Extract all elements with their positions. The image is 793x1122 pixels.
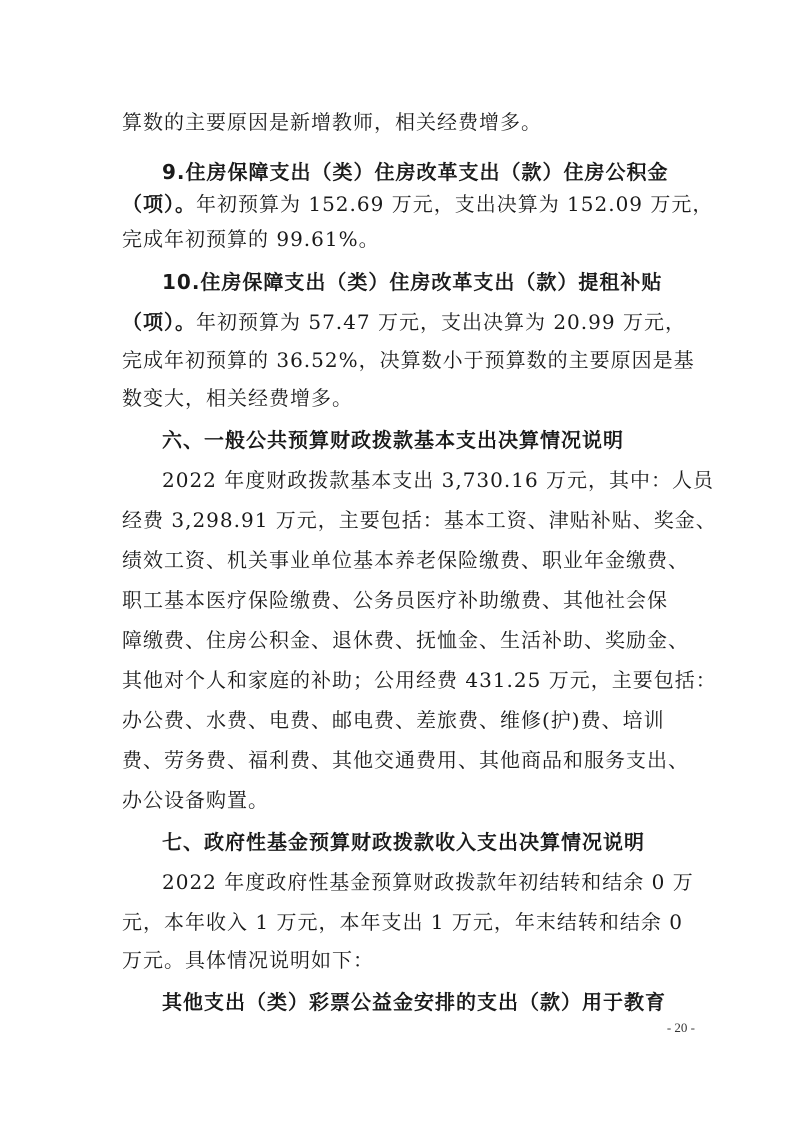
body-text: 年初预算为 152.69 万元，支出决算为 152.09 万元， xyxy=(196,192,714,216)
body-line: 数变大，相关经费增多。 xyxy=(122,386,353,410)
section-heading: 其他支出（类）彩票公益金安排的支出（款）用于教育 xyxy=(162,990,666,1014)
body-line: 经费 3,298.91 万元，主要包括：基本工资、津贴补贴、奖金、 xyxy=(122,508,717,532)
section-heading: 六、一般公共预算财政拨款基本支出决算情况说明 xyxy=(162,428,624,452)
body-line: 职工基本医疗保险缴费、公务员医疗补助缴费、其他社会保 xyxy=(122,588,668,612)
heading-suffix: （项）。 xyxy=(122,192,196,216)
body-line xyxy=(122,308,686,336)
body-line: 2022 年度政府性基金预算财政拨款年初结转和结余 0 万 xyxy=(162,870,694,894)
body-line: 算数的主要原因是新增教师，相关经费增多。 xyxy=(122,110,542,134)
body-line: 完成年初预算的 99.61%。 xyxy=(122,227,380,251)
body-line: 办公费、水费、电费、邮电费、差旅费、维修(护)费、培训 xyxy=(122,708,665,732)
body-line: 2022 年度财政拨款基本支出 3,730.16 万元，其中：人员 xyxy=(162,468,715,492)
body-line xyxy=(122,190,714,218)
body-line: 完成年初预算的 36.52%，决算数小于预算数的主要原因是基 xyxy=(122,348,695,372)
body-line: 其他对个人和家庭的补助；公用经费 431.25 万元，主要包括： xyxy=(122,668,717,692)
body-line: 办公设备购置。 xyxy=(122,788,269,812)
body-line: 元，本年收入 1 万元，本年支出 1 万元，年末结转和结余 0 xyxy=(122,910,683,934)
section-heading: 9.住房保障支出（类）住房改革支出（款）住房公积金 xyxy=(162,160,669,184)
section-heading: 七、政府性基金预算财政拨款收入支出决算情况说明 xyxy=(162,830,645,854)
body-text: 年初预算为 57.47 万元，支出决算为 20.99 万元， xyxy=(196,310,686,334)
body-line: 万元。具体情况说明如下： xyxy=(122,948,374,972)
body-line: 障缴费、住房公积金、退休费、抚恤金、生活补助、奖励金、 xyxy=(122,628,689,652)
body-line: 费、劳务费、福利费、其他交通费用、其他商品和服务支出、 xyxy=(122,748,689,772)
body-line: 绩效工资、机关事业单位基本养老保险缴费、职业年金缴费、 xyxy=(122,548,689,572)
heading-suffix: （项）。 xyxy=(122,310,196,334)
page-number: - 20 - xyxy=(666,1020,695,1035)
section-heading: 10.住房保障支出（类）住房改革支出（款）提租补贴 xyxy=(162,270,663,294)
